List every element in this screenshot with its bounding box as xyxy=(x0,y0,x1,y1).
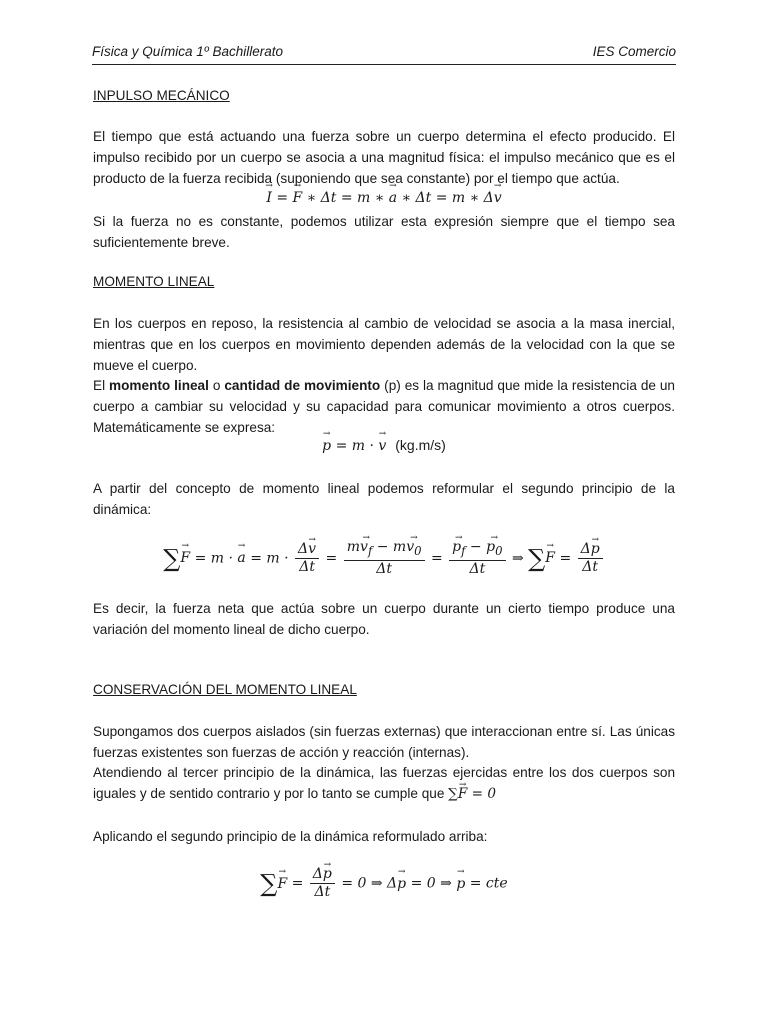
impulso-paragraph-2: Si la fuerza no es constante, podemos utilizar esta expresión siempre que el tiempo sea suficientemente breve. xyxy=(93,214,675,250)
conservacion-paragraph-2 xyxy=(93,762,675,805)
header-course: Física y Química 1º Bachillerato xyxy=(92,44,283,59)
heading-impulso: INPULSO MECÁNICO xyxy=(93,88,230,103)
sum-forces-zero: ∑→ F = 0 xyxy=(448,786,496,802)
heading-momento-lineal: MOMENTO LINEAL xyxy=(93,274,215,289)
page-header xyxy=(92,44,676,65)
term-momento-lineal: momento lineal xyxy=(109,378,209,393)
conservacion-equation: ∑→ F = $\frac{\Delta\to p}{\Delta t}$ = 0 ⇒ Δ→ p = 0 ⇒ → p = cte xyxy=(93,866,675,901)
p2-text-d: (p) es la magnitud que mide la resistencia de un cuerpo a cambiar su velocidad y su capacidad para comunicar movimiento a otros cuerpos. Matemáticamente se expresa: xyxy=(93,378,675,435)
impulso-paragraph-1: El tiempo que está actuando una fuerza sobre un cuerpo determina el efecto producido. El impulso recibido por un cuerpo se asocia a una magnitud física: el impulso mecánico que es el producto de la fuerza recibida (suponiendo que sea constante) por el tiempo que actúa. xyxy=(93,129,675,186)
momento-unit: (kg.m/s) xyxy=(395,437,446,453)
momento-equation: → p = m · → v (kg.m/s) xyxy=(93,437,675,454)
heading-conservacion: CONSERVACIÓN DEL MOMENTO LINEAL xyxy=(93,682,357,697)
conservacion-paragraph-1: Supongamos dos cuerpos aislados (sin fuerzas externas) que interaccionan entre sí. Las únicas fuerzas existentes son fuerzas de acción y reacción (internas). xyxy=(93,724,675,760)
p2-text: Atendiendo al tercer principio de la dinámica, las fuerzas ejercidas entre los dos cuerpos son iguales y de sentido contrario y por lo tanto se cumple que xyxy=(93,765,675,801)
momento-paragraph-4: Es decir, la fuerza neta que actúa sobre un cuerpo durante un cierto tiempo produce una variación del momento lineal de dicho cuerpo. xyxy=(93,601,675,637)
impulso-equation: → I = → F ∗ Δt = m ∗ → a ∗ Δt = m ∗ Δ→ v xyxy=(93,190,675,206)
p2-text-a: El xyxy=(93,378,110,393)
momento-paragraph-3: A partir del concepto de momento lineal podemos reformular el segundo principio de la dinámica: xyxy=(93,481,675,517)
momento-paragraph-1: En los cuerpos en reposo, la resistencia al cambio de velocidad se asocia a la masa inercial, mientras que en los cuerpos en movimiento dependen además de la velocidad con la que se mueve el cuerpo. xyxy=(93,316,675,373)
dinamica-equation: ∑→ F = m · → a = m · $\frac{\Delta\to v}{\Delta t}$ = $\frac{m\to v_f - m\to v_0}{\Delta t}$ = → $\frac{p_f - \to p_0}{\Delta t}$ ⇒ ∑→ F = $\frac{\Delta\to p}{\Delta t}$ xyxy=(93,539,675,578)
conservacion-paragraph-3: Aplicando el segundo principio de la dinámica reformulado arriba: xyxy=(93,829,488,844)
header-school: IES Comercio xyxy=(592,44,676,59)
term-cantidad-movimiento: cantidad de movimiento xyxy=(224,378,381,393)
p2-text-c: o xyxy=(208,378,225,393)
